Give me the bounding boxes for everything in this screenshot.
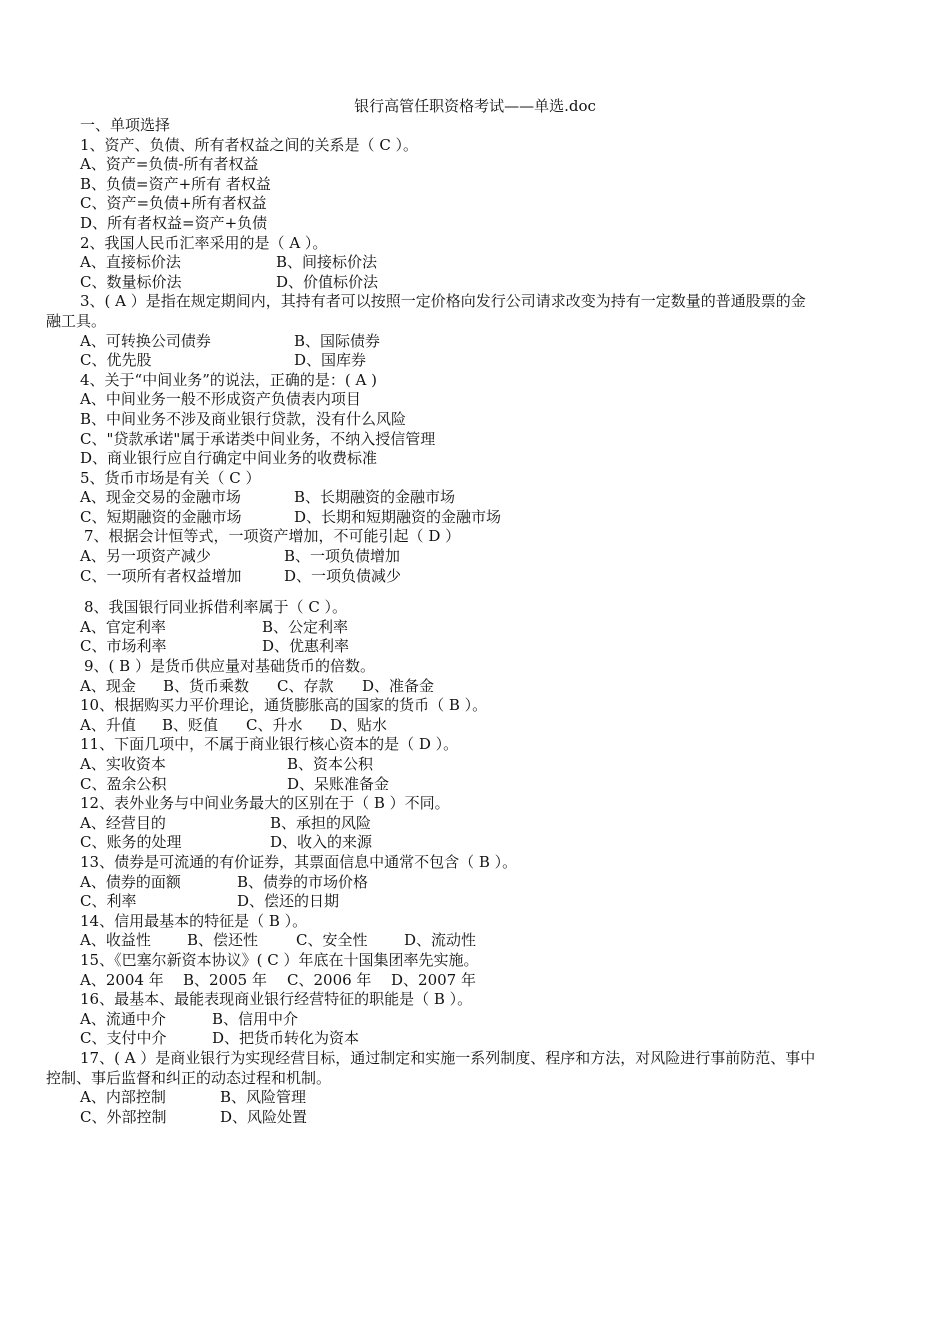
question-1-option-a: A、资产=负债-所有者权益 <box>80 155 259 174</box>
question-3-option-d: D、国库券 <box>294 351 367 370</box>
question-1-option-b: B、负债=资产+所有 者权益 <box>80 174 271 193</box>
question-14-stem: 14、信用最基本的特征是（ B ）。 <box>80 911 308 930</box>
question-13-option-c: C、利率 <box>80 892 137 911</box>
question-11-stem: 11、下面几项中，不属于商业银行核心资本的是（ D ）。 <box>80 735 459 754</box>
question-16-option-b: B、信用中介 <box>212 1009 299 1028</box>
question-3-option-c: C、优先股 <box>80 351 152 370</box>
question-4-option-d: D、商业银行应自行确定中间业务的收费标准 <box>80 449 378 468</box>
question-10-option-d: D、贴水 <box>330 715 388 734</box>
question-4-option-a: A、中间业务一般不形成资产负债表内项目 <box>80 390 361 409</box>
question-8-option-d: D、优惠利率 <box>262 637 350 656</box>
question-8-option-c: C、市场利率 <box>80 637 167 656</box>
question-1-option-d: D、所有者权益=资产+负债 <box>80 213 268 232</box>
question-2-option-c: C、数量标价法 <box>80 272 182 291</box>
question-14-option-d: D、流动性 <box>404 931 477 950</box>
question-3-option-b: B、国际债券 <box>294 331 381 350</box>
question-15-option-b: B、2005 年 <box>183 970 267 989</box>
question-12-option-b: B、承担的风险 <box>270 813 372 832</box>
section-heading: 一、单项选择 <box>80 116 171 134</box>
question-4-stem: 4、关于“中间业务”的说法，正确的是：( A ) <box>80 370 377 389</box>
question-7-option-d: D、一项负债减少 <box>284 566 402 585</box>
question-3-stem-line-1: 3、( A ）是指在规定期间内，其持有者可以按照一定价格向发行公司请求改变为持有一定数量的普通股票的金 <box>80 292 806 311</box>
question-11-option-b: B、资本公积 <box>287 755 374 773</box>
question-9-option-a: A、现金 <box>80 676 136 695</box>
question-12-option-a: A、经营目的 <box>80 813 166 832</box>
question-8-option-b: B、公定利率 <box>262 617 349 636</box>
question-10-option-b: B、贬值 <box>162 715 219 734</box>
question-5-option-d: D、长期和短期融资的金融市场 <box>294 507 502 526</box>
question-5-stem: 5、货币市场是有关（ C ） <box>80 468 261 487</box>
question-15-stem: 15、《巴塞尔新资本协议》( C ）年底在十国集团率先实施。 <box>80 950 479 969</box>
question-9-option-d: D、准备金 <box>362 676 435 695</box>
question-15-option-d: D、2007 年 <box>391 970 476 989</box>
question-4-option-b: B、中间业务不涉及商业银行贷款，没有什么风险 <box>80 409 407 428</box>
question-11-option-a: A、实收资本 <box>80 755 166 773</box>
question-3-stem-line-2: 融工具。 <box>46 311 107 330</box>
question-5-option-a: A、现金交易的金融市场 <box>80 488 241 507</box>
question-7-option-a: A、另一项资产减少 <box>80 547 211 566</box>
question-16-option-a: A、流通中介 <box>80 1009 166 1028</box>
question-11-option-c: C、盈余公积 <box>80 774 167 793</box>
question-16-option-c: C、支付中介 <box>80 1029 167 1048</box>
question-14-option-c: C、安全性 <box>296 931 368 950</box>
question-2-option-a: A、直接标价法 <box>80 253 181 272</box>
document-title: 银行高管任职资格考试——单选.doc <box>354 97 596 115</box>
question-15-option-c: C、2006 年 <box>287 970 372 989</box>
question-13-stem: 13、债券是可流通的有价证券，其票面信息中通常不包含（ B ）。 <box>80 852 518 871</box>
question-3-option-a: A、可转换公司债券 <box>80 331 211 350</box>
question-17-option-a: A、内部控制 <box>80 1088 166 1107</box>
question-17-option-d: D、风险处置 <box>220 1107 308 1126</box>
document-body <box>0 116 950 1127</box>
question-11-option-d: D、呆账准备金 <box>287 774 390 793</box>
question-5-option-c: C、短期融资的金融市场 <box>80 507 242 526</box>
question-7-option-c: C、一项所有者权益增加 <box>80 566 242 585</box>
question-1-option-c: C、资产=负债+所有者权益 <box>80 194 267 213</box>
question-14-option-a: A、收益性 <box>80 931 151 950</box>
question-2-option-d: D、价值标价法 <box>276 272 379 291</box>
question-2-option-b: B、间接标价法 <box>276 253 378 272</box>
question-10-option-c: C、升水 <box>246 715 303 734</box>
question-13-option-b: B、债券的市场价格 <box>237 872 369 891</box>
question-7-option-b: B、一项负债增加 <box>284 547 401 566</box>
question-7-stem: 7、根据会计恒等式，一项资产增加，不可能引起（ D ） <box>84 527 461 546</box>
question-16-option-d: D、把货币转化为资本 <box>212 1029 360 1048</box>
question-16-stem: 16、最基本、最能表现商业银行经营特征的职能是（ B ）。 <box>80 990 473 1009</box>
question-9-option-b: B、货币乘数 <box>163 676 250 695</box>
question-9-option-c: C、存款 <box>277 676 334 695</box>
question-17-option-b: B、风险管理 <box>220 1088 307 1107</box>
question-15-option-a: A、2004 年 <box>80 970 164 989</box>
question-17-stem-line-1: 17、( A ）是商业银行为实现经营目标，通过制定和实施一系列制度、程序和方法，对风险进行事前防范、事中 <box>80 1048 816 1067</box>
question-17-stem-line-2: 控制、事后监督和纠正的动态过程和机制。 <box>46 1068 332 1087</box>
question-8-option-a: A、官定利率 <box>80 617 166 636</box>
question-10-option-a: A、升值 <box>80 715 136 734</box>
question-14-option-b: B、偿还性 <box>187 931 259 950</box>
question-1-stem: 1、资产、负债、所有者权益之间的关系是（ C ）。 <box>80 135 419 154</box>
question-4-option-c: C、"贷款承诺"属于承诺类中间业务，不纳入授信管理 <box>80 429 436 448</box>
question-12-stem: 12、表外业务与中间业务最大的区别在于（ B ）不同。 <box>80 794 450 813</box>
question-10-stem: 10、根据购买力平价理论，通货膨胀高的国家的货币（ B ）。 <box>80 696 488 715</box>
question-13-option-a: A、债券的面额 <box>80 872 181 891</box>
question-12-option-d: D、收入的来源 <box>270 833 373 852</box>
question-13-option-d: D、偿还的日期 <box>237 892 340 911</box>
question-17-option-c: C、外部控制 <box>80 1107 167 1126</box>
question-2-stem: 2、我国人民币汇率采用的是（ A ）。 <box>80 233 328 252</box>
question-12-option-c: C、账务的处理 <box>80 833 182 852</box>
question-8-stem: 8、我国银行同业拆借利率属于（ C ）。 <box>84 598 348 617</box>
question-9-stem: 9、( B ）是货币供应量对基础货币的倍数。 <box>84 657 375 676</box>
question-5-option-b: B、长期融资的金融市场 <box>294 488 456 507</box>
